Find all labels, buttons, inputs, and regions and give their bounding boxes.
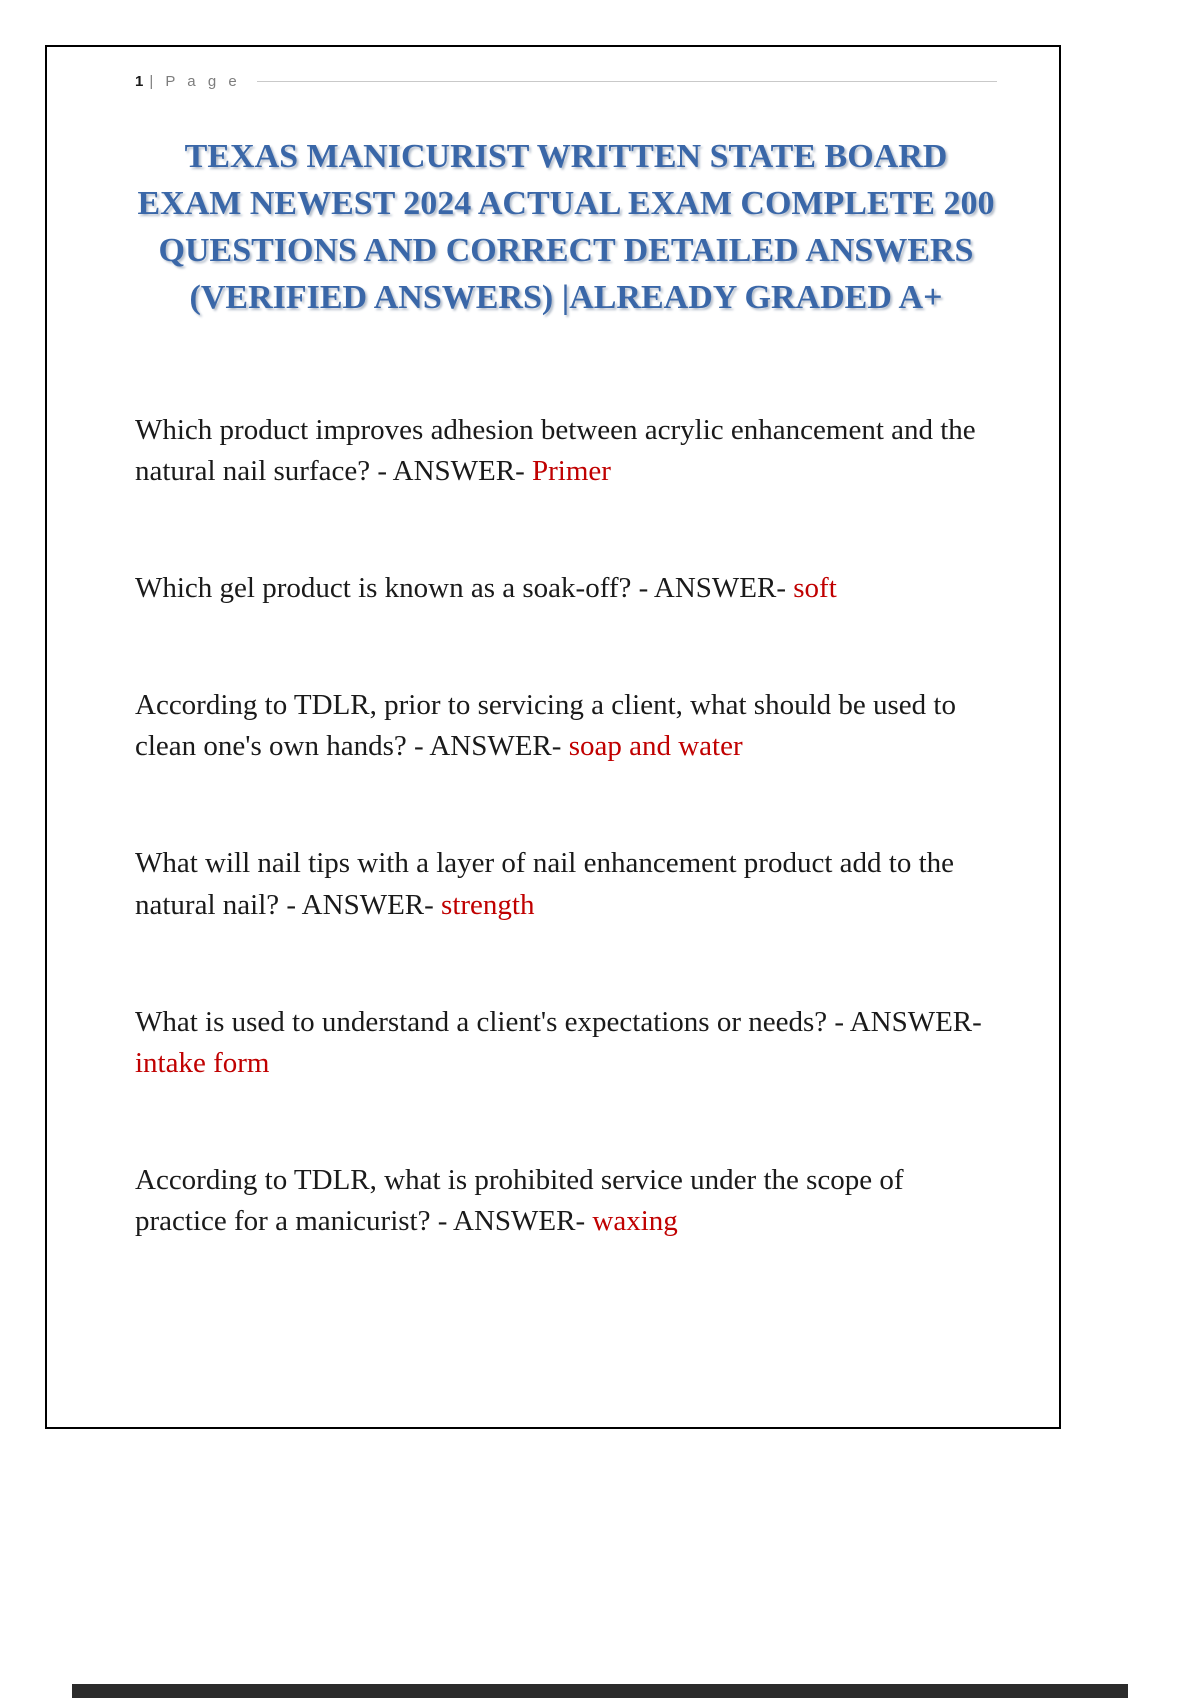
question-text: According to TDLR, what is prohibited service under the scope of practice for a manicurist? - ANSWER- (135, 1164, 904, 1238)
page-label: | P a g e (149, 73, 241, 90)
page-number: 1 (135, 73, 144, 90)
question-text: According to TDLR, prior to servicing a client, what should be used to clean one's own hands? - ANSWER- (135, 689, 956, 763)
answer-text: Primer (532, 454, 611, 487)
qa-item (135, 1002, 997, 1084)
header-rule (257, 81, 997, 82)
answer-text: strength (441, 888, 535, 921)
answer-text: soap and water (568, 730, 743, 763)
question-text: Which gel product is known as a soak-off? - ANSWER- (135, 571, 794, 604)
qa-item (135, 685, 997, 767)
question-text: What will nail tips with a layer of nail enhancement product add to the natural nail? - ANSWER- (135, 847, 954, 921)
page-frame (45, 45, 1061, 1429)
page-header (135, 73, 997, 90)
qa-item (135, 568, 997, 609)
answer-text: waxing (592, 1205, 678, 1238)
document-title: TEXAS MANICURIST WRITTEN STATE BOARD EXAM NEWEST 2024 ACTUAL EXAM COMPLETE 200 QUESTIONS AND CORRECT DETAILED ANSWERS (VERIFIED ANSWERS) |ALREADY GRADED A+ (137, 138, 995, 316)
qa-list (135, 410, 997, 1243)
question-text: Which product improves adhesion between acrylic enhancement and the natural nail surface? - ANSWER- (135, 413, 976, 487)
qa-item (135, 843, 997, 925)
qa-item (135, 1160, 997, 1242)
answer-text: soft (793, 571, 837, 604)
qa-item (135, 410, 997, 492)
bottom-bar (72, 1684, 1128, 1698)
answer-text: intake form (135, 1047, 270, 1079)
question-text: What is used to understand a client's expectations or needs? - ANSWER- (135, 1005, 982, 1038)
